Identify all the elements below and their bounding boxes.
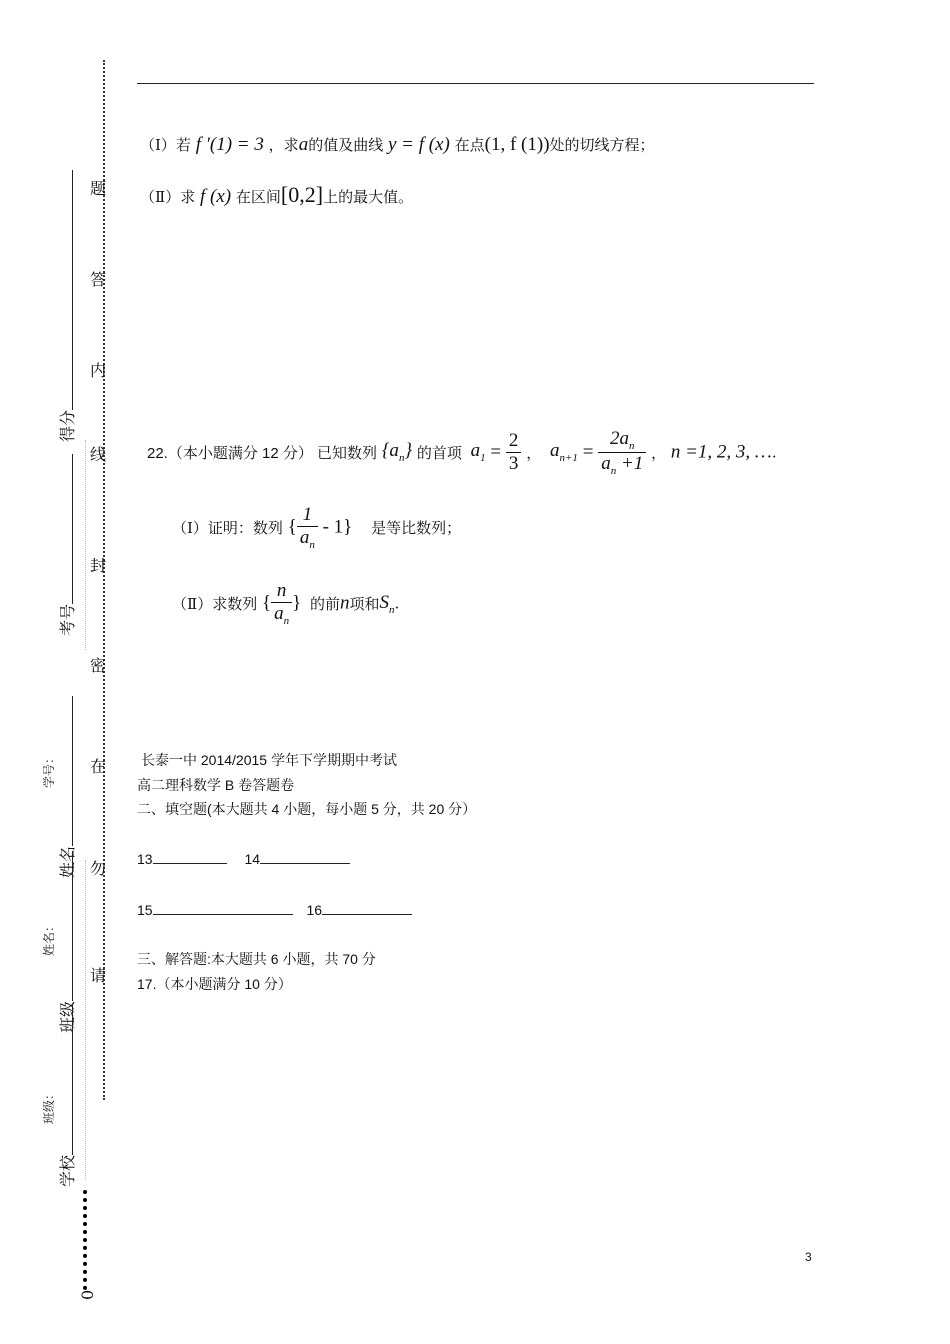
blank-row-1 — [137, 849, 350, 867]
problem22-stem — [147, 428, 777, 477]
p22-part1-suffix: 是等比数列； — [371, 518, 462, 537]
binding-faint-line — [85, 860, 86, 1180]
binding-faint-line-upper — [85, 440, 86, 650]
p21-part1-mid2: 的值及曲线 — [308, 136, 384, 154]
p21-part2-mid: 在区间 — [235, 188, 281, 206]
blank14-input[interactable] — [260, 849, 350, 864]
p22-part2-prefix: （Ⅱ）求数列 — [172, 594, 258, 613]
p22-rec-lhs: $a_{n+1}$ — [549, 440, 578, 465]
problem21-part2 — [140, 182, 413, 208]
answer-sheet-title: 高二理科数学 B 卷答题卷 — [137, 777, 295, 793]
p22-part2-open: { — [261, 592, 272, 614]
p22-a1-den: 3 — [506, 452, 522, 475]
exam-no-underline — [58, 454, 73, 604]
p22-a1-fraction — [506, 430, 522, 475]
p22-part1-num: 1 — [302, 504, 313, 525]
p21-part2-suffix: 上的最大值。 — [323, 188, 414, 206]
problem21-part1 — [140, 134, 655, 156]
p22-seq: $\{a_n\}$ — [381, 440, 413, 465]
warning-char-feng: 封 — [90, 556, 107, 575]
p22-n-range: n =1, 2, 3, … — [670, 441, 772, 463]
blank16-label: 16 — [306, 902, 323, 918]
warning-char-nei: 内 — [90, 361, 107, 380]
p22-a1-eq: = — [490, 441, 502, 463]
section3-heading: 三、解答题:本大题共 6 小题，共 70 分 — [137, 951, 376, 967]
section2-heading: 二、填空题(本大题共 4 小题，每小题 5 分，共 20 分） — [137, 801, 477, 817]
name-underline — [58, 696, 73, 846]
p21-part1-point: (1, f (1)) — [484, 134, 550, 155]
class-label: 班级 — [55, 851, 78, 1033]
p22-part2-n: n — [340, 592, 350, 614]
p22-part1-open: { — [287, 516, 297, 538]
p22-part2-mid: 的前 — [310, 594, 341, 613]
class-small-label: 班级： — [42, 1087, 56, 1124]
problem22-part1 — [172, 504, 461, 551]
warning-char-da: 答 — [90, 270, 107, 289]
warning-char-ti: 题 — [90, 179, 107, 198]
p21-part1-suffix: 处的切线方程； — [549, 136, 655, 154]
p21-part1-condition: f ′(1) = 3 — [195, 134, 264, 155]
school-label: 学校 — [55, 1005, 78, 1187]
p22-rec-fraction — [598, 428, 646, 477]
p22-part2-num: n — [276, 580, 287, 601]
p22-part1-fraction — [297, 504, 318, 551]
blank16-input[interactable] — [322, 900, 412, 915]
p22-part2-S: $S_n$ — [379, 591, 395, 616]
blank15-label: 15 — [137, 902, 153, 918]
p22-rec-den: $a_n +1$ — [598, 452, 646, 477]
p22-part2-fraction — [271, 580, 292, 627]
binding-dot-marker-bar — [83, 1190, 87, 1290]
p21-part2-interval: [0,2] — [280, 182, 324, 207]
p22-rec-num: $2a_n$ — [609, 428, 635, 452]
warning-char-xian: 线 — [90, 445, 107, 464]
binding-dotted-line — [103, 60, 105, 1100]
score-underline — [58, 170, 73, 410]
blank13-input[interactable] — [153, 849, 227, 864]
p21-part2-prefix: （Ⅱ）求 — [140, 188, 196, 206]
p22-label: 22.（本小题满分 12 分） 已知数列 — [147, 444, 378, 462]
p22-rec-eq: = — [582, 441, 594, 463]
p22-mid1: 的首项 — [416, 443, 462, 462]
school-exam-line: 长泰一中 2014/2015 学年下学期期中考试 — [141, 752, 397, 768]
exam-no-label: 考号 — [55, 454, 78, 636]
warning-char-wu: 勿 — [90, 859, 107, 878]
p22-part1-tail: - 1} — [317, 516, 353, 538]
p21-part1-mid1: ，求 — [268, 136, 299, 154]
p22-part1-prefix: （Ⅰ）证明：数列 — [172, 518, 283, 537]
p22-a1-num: 2 — [508, 429, 519, 451]
p21-part1-mid3: 在点 — [454, 136, 485, 154]
blank15-input[interactable] — [153, 900, 293, 915]
p22-comma1: ， — [526, 443, 542, 462]
student-no-label: 学号： — [42, 751, 56, 788]
p22-part2-den: $a_n$ — [271, 602, 292, 627]
name-small-label: 姓名： — [42, 919, 56, 956]
p21-part1-curve: y = f (x) — [387, 134, 450, 155]
p22-part1-den: $a_n$ — [297, 526, 318, 551]
question17-heading: 17.（本小题满分 10 分） — [137, 976, 292, 992]
warning-char-mi: 密 — [90, 656, 107, 675]
problem22-part2 — [172, 580, 399, 627]
p22-period: . — [771, 443, 777, 462]
header-rule — [137, 83, 814, 84]
binding-dot-marker: 0 — [78, 1289, 97, 1300]
blank14-label: 14 — [244, 851, 261, 867]
blank13-label: 13 — [137, 851, 153, 867]
name-label: 姓名 — [55, 696, 78, 878]
p21-part1-prefix: （Ⅰ）若 — [140, 136, 191, 154]
p22-a1-lhs: $a_1$ — [470, 440, 486, 465]
p22-part2-mid2: 项和 — [349, 594, 380, 613]
school-underline — [58, 1005, 73, 1155]
score-label: 得分 — [55, 170, 78, 442]
p22-comma2: ， — [651, 443, 667, 462]
blank-row-2 — [137, 900, 412, 918]
class-underline — [58, 851, 73, 1001]
warning-char-qing: 请 — [90, 966, 107, 985]
p21-part1-var: a — [298, 134, 309, 155]
page-number: 3 — [805, 1250, 812, 1264]
p22-part2-end: . — [394, 594, 400, 613]
p21-part2-func: f (x) — [199, 186, 232, 207]
p22-part2-close: } — [292, 592, 302, 614]
warning-char-zai: 在 — [90, 757, 107, 776]
